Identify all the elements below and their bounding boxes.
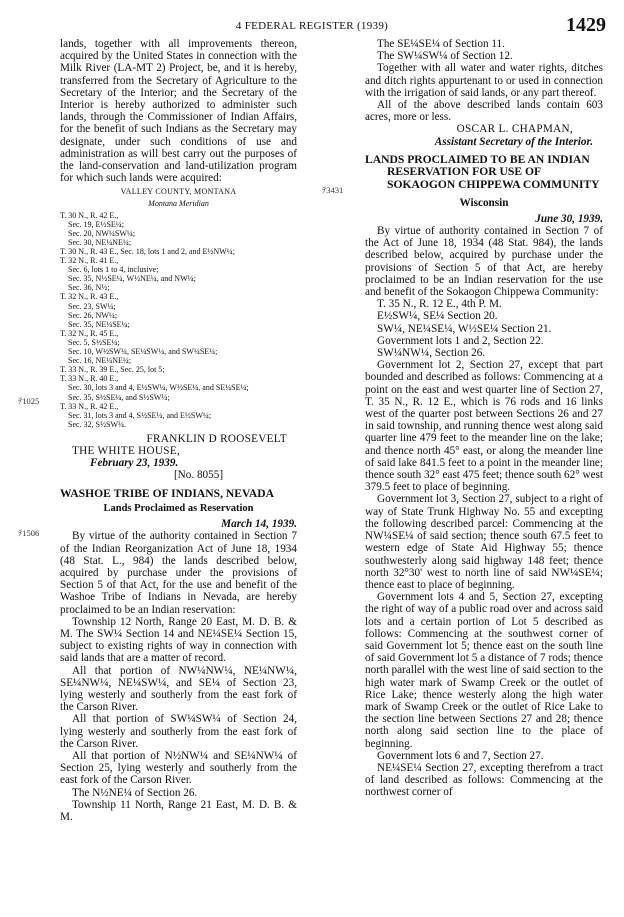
washoe-date: March 14, 1939. [221,518,297,531]
line: The SW¼SW¼ of Section 12. [377,50,513,63]
tract-line: T. 32 N., R. 43 E., [60,292,119,302]
tract-line: Sec. 35, S½SE¼, and S½SW¼; [68,392,170,402]
paragraph: Township 11 North, Range 21 East, M. D. B. & M. [60,798,297,823]
state-heading: Wisconsin [459,196,509,209]
tract-line: Sec. 10, W½SW¼, SE¼SW¼, and SW¼SE¼; [68,347,218,357]
intro-paragraph: lands, together with all improvements thereon, acquired by the United States in connection with the Milk River (LA-MT 2) Project, be, and it is hereby, transferred from the Secretary of Agriculture to the Secretary of the Interior; and the Secretary of the Interior is hereby authorized to administer such lands, through the Commissioner of Indian Affairs, for the benefit of such Indians as the Secretary may designate, under such conditions of use and administration as will best carry out the purposes of the land-conservation and land-utilization program for which such lands were acquired: [60,38,297,185]
sokaogon-paragraphs [365,359,603,798]
county-heading: VALLEY COUNTY, MONTANA [120,187,237,197]
meridian-heading: Montana Meridian [148,198,209,208]
page-header [0,6,624,38]
paragraph: NE¼SE¼ Section 27, excepting therefrom a tract of land described as follows: Commencing at the northwest corner of [365,761,603,799]
margin-note-1: ﾃ1025 [18,396,40,406]
signer-name: OSCAR L. CHAPMAN, [456,123,573,136]
section-heading-sokaogon: LANDS PROCLAIMED TO BE AN INDIAN RESERVATION FOR USE OF SOKAOGON CHIPPEWA COMMUNITY [365,152,600,192]
signature: FRANKLIN D ROOSEVELT [146,432,287,445]
tract-line: Sec. 26, NW¼; [68,310,118,320]
tract-line: Sec. 35, N½SE¼, W½NE¼, and NW¼; [68,274,196,284]
tract-list [60,211,297,429]
tract-line: Sec. 20, NW¼SW¼; [68,228,136,238]
water-rights-paragraph: Together with all water and water rights, ditches and ditch rights appurtenant to or used in connection with the irrigation of said lands, or any part thereof. [365,62,603,99]
page-number: 1429 [566,14,606,36]
paragraph: Government lot 2, Section 27, except that part bounded and described as follows: Commencing at a point on the east and west quarter line of Section 27, T. 35 N., R. 12 E., which is 76 rods and 16 links west of the quarter post between Sections 26 and 27 in said township, and running thence west along said quarter line 479 feet to the meander line on the lake; and thence north 45° east, or along the meander line of said lake 841.5 feet to a point in the meander line; thence south 32° east 475 feet; thence south 62° west 379.5 feet to place of beginning. [365,359,603,494]
tract-line: T. 33 N., R. 42 E., [60,401,119,411]
tract-line: Sec. 6, lots 1 to 4, inclusive; [68,265,159,275]
top-lines [365,38,603,62]
running-title: 4 FEDERAL REGISTER (1939) [235,20,389,32]
tract-line: Sec. 36, N½; [68,283,110,293]
list-item: T. 35 N., R. 12 E., 4th P. M. [377,298,502,311]
tract-line: Sec. 31, lots 3 and 4, S½SE¼, and E½SW¼; [68,410,212,420]
tract-line: T. 32 N., R. 41 E., [60,256,119,266]
proclamation-date: February 23, 1939. [90,457,179,470]
margin-note-3: ﾃ3431 [322,185,344,195]
tract-line: Sec. 30, NE¼NE¼; [68,237,132,247]
paragraph: All that portion of NW¼NW¼, NE¼NW¼, SE¼NW¼, NE¼SW¼, and SE¼ of Section 23, lying westerly and southerly from the east fork of the Carson River. [60,664,297,714]
signer-title: Assistant Secretary of the Interior. [434,135,593,148]
margin-note-2: ﾃ1506 [18,528,40,538]
doc-number: [No. 8055] [173,469,224,482]
land-list [365,298,603,359]
place: THE WHITE HOUSE, [72,445,181,458]
tract-line: T. 33 N., R. 40 E., [60,374,119,384]
list-item: SW¼, NE¼SE¼, W½SE¼ Section 21. [377,322,552,335]
tract-line: Sec. 23, SW¼; [68,301,116,311]
paragraph: All that portion of N½NW¼ and SE¼NW¼ of Section 25, lying westerly and southerly from the east fork of the Carson River. [60,749,297,787]
list-item: E½SW¼, SE¼ Section 20. [377,310,498,323]
washoe-paragraphs [60,530,297,823]
paragraph: All that portion of SW¼SW¼ of Section 24, lying westerly and southerly from the east fork of the Carson River. [60,713,297,750]
paragraph: Township 12 North, Range 20 East, M. D. B. & M. The SW¼ Section 14 and NE¼SE¼ Section 15, subject to existing rights of way in connection with said lands that are a matter of record. [60,615,297,665]
tract-line: Sec. 5, S½SE¼; [68,337,120,347]
paragraph: Government lot 3, Section 27, subject to a right of way of State Trunk Highway No. 55 and excepting the following described parcel: Commencing at the NW¼SE¼ of said section; thence south 67.5 feet to western edge of State Aid Highway 55; thence southwesterly along said highway 148 feet; thence north 32°30' west to north line of said NW¼SE¼; thence east to place of beginning. [365,493,603,591]
sokaogon-date: June 30, 1939. [535,212,603,225]
paragraph: Government lots 4 and 5, Section 27, excepting the right of way of a public road over and across said lots and a certain portion of Lot 5 described as follows: Commencing at the southwest corner of said Government lot 5; thence east on the south line of said Government lot 5 a distance of 7 rods; thence north parallel with the west line of said section to the high water mark of Swamp Creek or the outlet of Rice Lake; thence westerly along the high water mark of Swamp Creek or the outlet of Rice Lake to the section line between Sections 27 and 28; thence north along said section line to the place of beginning. [365,591,603,750]
tract-line: T. 30 N., R. 43 E., Sec. 18, lots 1 and 2, and E½NW¼; [60,247,235,256]
authority-paragraph: By virtue of authority contained in Section 7 of the Act of June 18, 1934 (48 Stat. 984), the lands described below, acquired by purchase under the provisions of Section 5 of that Act, are hereby proclaimed to be an Indian reservation for the use and benefit of the Sokaogon Chippewa Community: [365,225,603,299]
list-item: Government lots 1 and 2, Section 22. [377,334,544,347]
tract-line: T. 33 N., R. 39 E., Sec. 25, lot 5; [60,365,165,375]
line: The SE¼SE¼ of Section 11. [377,38,505,50]
tract-line: Sec. 35, NE¼SE¼; [68,319,130,329]
tract-line: Sec. 30, lots 3 and 4, E½SW¼, W½SE¼, and SE¼SE¼; [68,383,249,393]
tract-line: T. 30 N., R. 42 E., [60,210,119,220]
section-heading-washoe: WASHOE TRIBE OF INDIANS, NEVADA [60,486,274,500]
tract-line: T. 32 N., R. 45 E., [60,328,119,338]
left-column [60,38,297,823]
paragraph: By virtue of the authority contained in Section 7 of the Indian Reorganization Act of June 18, 1934 (48 Stat. L., 984) the lands described below, acquired by purchase under the provisions of Section 5 of that Act, for the use and benefit of the Washoe Tribe of Indians in Nevada, are hereby proclaimed to be an Indian reservation: [60,530,297,616]
right-column [365,38,603,799]
subheading-washoe: Lands Proclaimed as Reservation [103,502,254,514]
paragraph: The N½NE¼ of Section 26. [72,786,198,799]
paragraph: Government lots 6 and 7, Section 27. [377,749,544,762]
list-item: SW¼NW¼, Section 26. [377,347,486,360]
acreage-paragraph: All of the above described lands contain 603 acres, more or less. [365,99,603,124]
tract-line: Sec. 19, E½SE¼; [68,219,124,229]
tract-line: Sec. 16, NE¼NE¼; [68,356,132,366]
tract-line: Sec. 32, S½SW¼. [68,419,126,429]
